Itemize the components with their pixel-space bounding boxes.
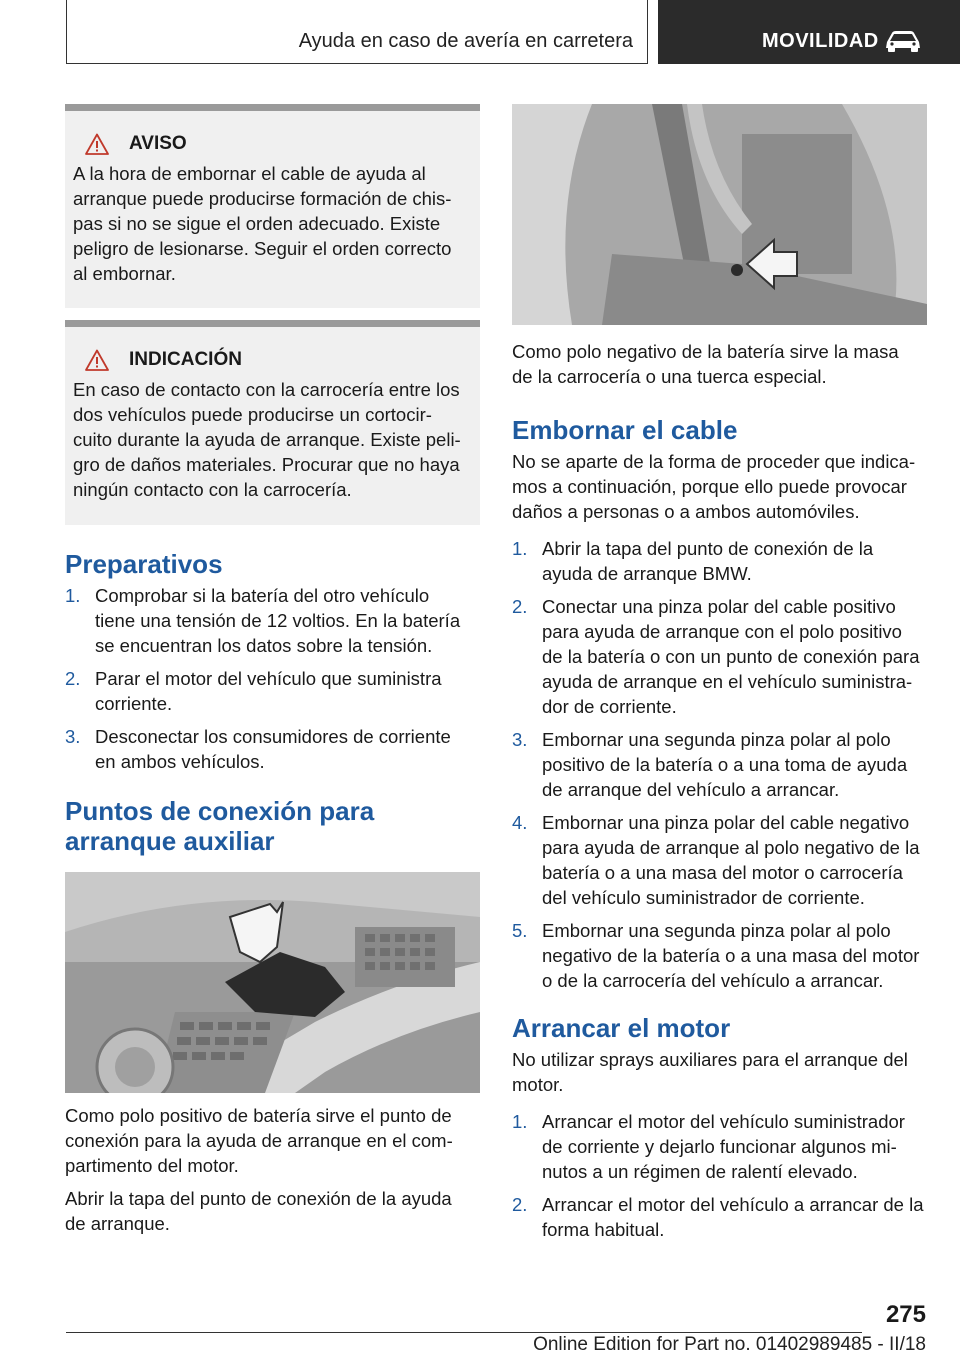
step-text xyxy=(542,536,873,586)
text-line: batería o a una masa del motor o carrocería xyxy=(542,862,903,883)
header-title: Ayuda en caso de avería en carretera xyxy=(298,30,633,52)
text-line: tiene una tensión de 12 voltios. En la batería xyxy=(95,610,461,631)
text-line: A la hora de embornar el cable de ayuda al xyxy=(73,163,426,184)
arrancar-intro xyxy=(512,1047,927,1097)
embornar-intro xyxy=(512,449,927,524)
text-line: negativo de la batería o a una masa del motor xyxy=(542,945,920,966)
warning-triangle-icon xyxy=(85,133,109,155)
text-line: cuito durante la ayuda de arranque. Existe peli- xyxy=(73,429,461,450)
text-line: No se aparte de la forma de proceder que indica- xyxy=(512,451,916,472)
text-line: Embornar una pinza polar del cable negativo xyxy=(542,812,910,833)
text-line: Embornar una segunda pinza polar al polo xyxy=(542,729,891,750)
step-number: 3. xyxy=(512,729,528,750)
text-line: de la batería o con un punto de conexión para xyxy=(542,646,920,667)
text-line: de arranque. xyxy=(65,1213,170,1234)
text-line: Como polo positivo de batería sirve el punto de xyxy=(65,1105,452,1126)
text-line: ayuda de arranque BMW. xyxy=(542,563,752,584)
text-line: de corriente y dejarlo funcionar algunos mi- xyxy=(542,1136,897,1157)
text-line: para ayuda de arranque con el polo positivo xyxy=(542,621,902,642)
engine-bay-illustration xyxy=(65,872,480,1093)
text-line: dor de corriente. xyxy=(542,696,677,717)
text-line: ayuda de arranque en el vehículo suministra- xyxy=(542,671,913,692)
list-item xyxy=(512,1109,927,1184)
text-line: motor. xyxy=(512,1074,564,1095)
text-line: arranque puede producirse formación de chis- xyxy=(73,188,452,209)
text-line: Como polo negativo de la batería sirve la masa xyxy=(512,341,899,362)
text-line: de arranque del vehículo a arrancar. xyxy=(542,779,840,800)
warning-box xyxy=(65,104,480,308)
right-column xyxy=(512,104,927,1250)
negative-terminal-photo xyxy=(512,104,927,325)
text-line: Arrancar el motor del vehículo suministrador xyxy=(542,1111,905,1132)
car-icon xyxy=(883,28,923,54)
note-heading: INDICACIÓN xyxy=(129,349,242,370)
step-number: 1. xyxy=(512,538,528,559)
list-item xyxy=(65,666,480,716)
text-line: pas si no se sigue el orden adecuado. Existe xyxy=(73,213,441,234)
warning-triangle-icon xyxy=(85,349,109,371)
list-item xyxy=(512,727,927,802)
step-number: 1. xyxy=(512,1111,528,1132)
embornar-steps xyxy=(512,536,927,993)
list-item xyxy=(512,536,927,586)
step-text xyxy=(95,724,451,774)
step-number: 2. xyxy=(512,596,528,617)
step-text xyxy=(542,727,907,802)
negative-caption xyxy=(512,339,927,389)
page-header xyxy=(66,0,648,64)
text-line: se encuentran los datos sobre la tensión. xyxy=(95,635,433,656)
text-line: mos a continuación, porque ello puede provocar xyxy=(512,476,907,497)
list-item xyxy=(65,724,480,774)
text-line: daños a personas o a ambos automóviles. xyxy=(512,501,860,522)
engine-ground-illustration xyxy=(512,104,927,325)
text-line: Abrir la tapa del punto de conexión de la ayuda xyxy=(65,1188,452,1209)
step-number: 1. xyxy=(65,585,81,606)
list-item xyxy=(512,810,927,910)
step-number: 3. xyxy=(65,726,81,747)
section-heading-embornar: Embornar el cable xyxy=(512,415,738,445)
text-line: positivo de la batería o a una toma de ayuda xyxy=(542,754,908,775)
positive-caption xyxy=(65,1103,480,1178)
list-item xyxy=(512,594,927,719)
step-text xyxy=(542,918,919,993)
preparativos-steps xyxy=(65,583,480,774)
positive-note xyxy=(65,1186,480,1236)
list-item xyxy=(65,583,480,658)
text-line: peligro de lesionarse. Seguir el orden correcto xyxy=(73,238,452,259)
text-line: dos vehículos puede producirse un cortocir- xyxy=(73,404,432,425)
text-line: nutos a un régimen de ralentí elevado. xyxy=(542,1161,858,1182)
arrancar-steps xyxy=(512,1109,927,1242)
text-line: para ayuda de arranque al polo negativo de la xyxy=(542,837,920,858)
text-line: forma habitual. xyxy=(542,1219,665,1240)
list-item xyxy=(512,918,927,993)
step-text xyxy=(542,594,919,719)
footer-edition: Online Edition for Part no. 01402989485 - II/18 xyxy=(533,1334,926,1355)
text-line: corriente. xyxy=(95,693,173,714)
text-line: al embornar. xyxy=(73,263,176,284)
text-line: En caso de contacto con la carrocería entre los xyxy=(73,379,460,400)
note-text xyxy=(73,377,470,502)
warning-text xyxy=(73,161,470,286)
section-heading-puntos xyxy=(65,796,480,856)
heading-line: arranque auxiliar xyxy=(65,826,275,856)
page-number: 275 xyxy=(885,1301,926,1328)
section-tab xyxy=(658,0,960,64)
text-line: conexión para la ayuda de arranque en el com- xyxy=(65,1130,453,1151)
step-number: 4. xyxy=(512,812,528,833)
text-line: del vehículo suministrador de corriente. xyxy=(542,887,865,908)
text-line: en ambos vehículos. xyxy=(95,751,265,772)
step-text xyxy=(95,666,442,716)
text-line: Arrancar el motor del vehículo a arrancar de la xyxy=(542,1194,924,1215)
section-label: MOVILIDAD xyxy=(762,30,879,52)
footer-divider xyxy=(66,1332,862,1333)
step-number: 2. xyxy=(65,668,81,689)
left-column xyxy=(65,104,480,1236)
text-line: Comprobar si la batería del otro vehículo xyxy=(95,585,430,606)
list-item xyxy=(512,1192,927,1242)
text-line: Embornar una segunda pinza polar al polo xyxy=(542,920,891,941)
text-line: partimento del motor. xyxy=(65,1155,239,1176)
text-line: de la carrocería o una tuerca especial. xyxy=(512,366,827,387)
text-line: Parar el motor del vehículo que suministra xyxy=(95,668,442,689)
step-text xyxy=(542,1192,924,1242)
section-heading-arrancar: Arrancar el motor xyxy=(512,1013,731,1043)
text-line: Conectar una pinza polar del cable positivo xyxy=(542,596,896,617)
section-heading-preparativos: Preparativos xyxy=(65,549,223,579)
text-line: Abrir la tapa del punto de conexión de la xyxy=(542,538,874,559)
text-line: No utilizar sprays auxiliares para el arranque del xyxy=(512,1049,908,1070)
step-number: 2. xyxy=(512,1194,528,1215)
positive-terminal-photo xyxy=(65,872,480,1093)
step-text xyxy=(542,810,919,910)
step-text xyxy=(542,1109,905,1184)
heading-line: Puntos de conexión para xyxy=(65,796,375,826)
text-line: ningún contacto con la carrocería. xyxy=(73,479,352,500)
text-line: Desconectar los consumidores de corriente xyxy=(95,726,451,747)
note-box xyxy=(65,320,480,525)
step-text xyxy=(95,583,460,658)
warning-heading: AVISO xyxy=(129,133,187,154)
text-line: o de la carrocería del vehículo a arrancar. xyxy=(542,970,884,991)
text-line: gro de daños materiales. Procurar que no haya xyxy=(73,454,460,475)
step-number: 5. xyxy=(512,920,528,941)
